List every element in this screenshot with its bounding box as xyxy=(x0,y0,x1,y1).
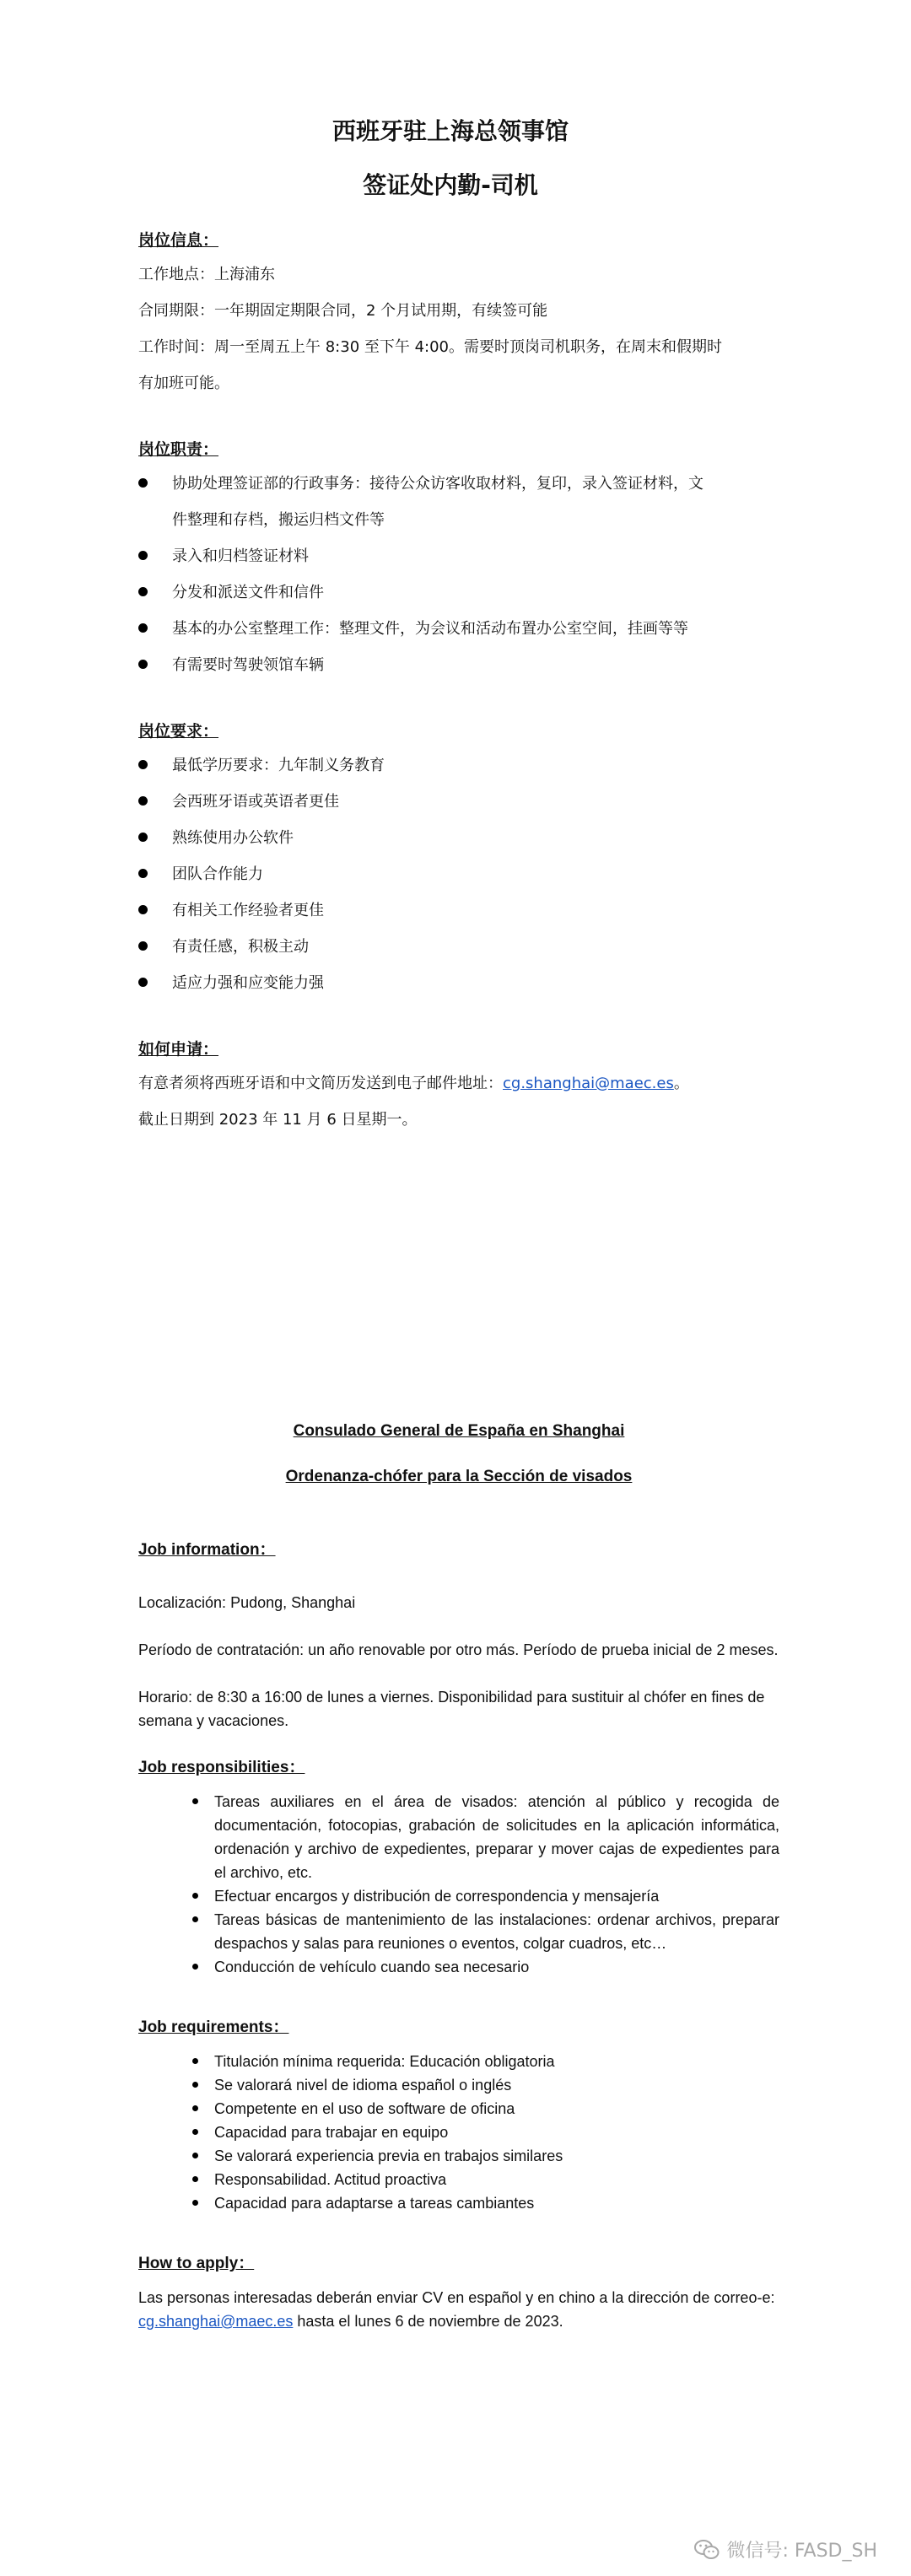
list-item: 团队合作能力 xyxy=(138,856,779,892)
watermark-text: 微信号: FASD_SH xyxy=(726,2541,877,2562)
list-item: Se valorará experiencia previa en trabajos similares xyxy=(192,2144,779,2168)
cn-requirements-heading: 岗位要求： xyxy=(138,722,219,741)
cn-apply-text xyxy=(138,1065,779,1102)
es-requirements-heading: Job requirements： xyxy=(138,2018,289,2036)
cn-job-info-heading: 岗位信息： xyxy=(138,231,219,250)
cn-duties-heading: 岗位职责： xyxy=(138,440,219,459)
cn-contract: 合同期限：一年期固定期限合同，2 个月试用期，有续签可能 xyxy=(138,302,548,320)
list-item: Responsabilidad. Actitud proactiva xyxy=(192,2168,779,2191)
es-location: Localización: Pudong, Shanghai xyxy=(138,1594,356,1611)
list-item: 录入和归档签证材料 xyxy=(138,538,779,574)
list-item: Se valorará nivel de idioma español o inglés xyxy=(192,2073,779,2097)
cn-title-position: 签证处内勤-司机 xyxy=(363,171,538,199)
email-link[interactable]: cg.shanghai@maec.es xyxy=(138,2313,294,2330)
cn-deadline: 截止日期到 2023 年 11 月 6 日星期一。 xyxy=(138,1111,418,1129)
es-apply-text-before: Las personas interesadas deberán enviar CV en español y en chino a la dirección de correo-e: xyxy=(138,2289,775,2306)
watermark xyxy=(694,2536,877,2563)
list-item: 适应力强和应变能力强 xyxy=(138,965,779,1001)
list-item: 有相关工作经验者更佳 xyxy=(138,892,779,929)
es-apply-heading: How to apply： xyxy=(138,2255,255,2272)
es-contract: Período de contratación: un año renovable por otro más. Período de prueba inicial de 2 meses. xyxy=(138,1641,779,1658)
cn-hours-line1: 工作时间：周一至周五上午 8:30 至下午 4:00。需要时顶岗司机职务，在周末和假期时 xyxy=(138,338,723,356)
es-title-position: Ordenanza-chófer para la Sección de visados xyxy=(285,1468,633,1485)
cn-requirements-list xyxy=(138,747,779,1001)
list-item: 分发和派送文件和信件 xyxy=(138,574,779,611)
email-link[interactable]: cg.shanghai@maec.es xyxy=(503,1075,674,1092)
es-apply-text-after: hasta el lunes 6 de noviembre de 2023. xyxy=(293,2313,563,2330)
spanish-section xyxy=(138,1419,779,2333)
cn-location: 工作地点：上海浦东 xyxy=(138,266,275,283)
list-item-line: 件整理和存档，搬运归档文件等 xyxy=(172,511,385,529)
cn-apply-heading: 如何申请： xyxy=(138,1040,219,1059)
cn-hours-line2: 有加班可能。 xyxy=(138,375,229,392)
list-item: Capacidad para adaptarse a tareas cambiantes xyxy=(192,2191,779,2215)
cn-apply-text-before: 有意者须将西班牙语和中文简历发送到电子邮件地址： xyxy=(138,1075,503,1092)
es-apply-text xyxy=(138,2286,779,2333)
es-hours: Horario: de 8:30 a 16:00 de lunes a viernes. Disponibilidad para sustituir al chófer en fines de semana y vacaciones. xyxy=(138,1689,765,1729)
es-requirements-list xyxy=(138,2050,779,2215)
list-item: 有责任感，积极主动 xyxy=(138,929,779,965)
wechat-icon xyxy=(694,2539,720,2561)
es-responsibilities-heading: Job responsibilities： xyxy=(138,1759,305,1776)
list-item: Efectuar encargos y distribución de correspondencia y mensajería xyxy=(192,1884,779,1908)
chinese-section xyxy=(138,108,779,1138)
list-item: 有需要时驾驶领馆车辆 xyxy=(138,647,779,683)
list-item: Titulación mínima requerida: Educación obligatoria xyxy=(192,2050,779,2073)
list-item: Conducción de vehículo cuando sea necesario xyxy=(192,1955,779,1979)
cn-duties-list xyxy=(138,466,779,683)
list-item: 会西班牙语或英语者更佳 xyxy=(138,784,779,820)
es-job-info-heading: Job information： xyxy=(138,1541,276,1559)
list-item-line: 协助处理签证部的行政事务：接待公众访客收取材料，复印，录入签证材料，文 xyxy=(172,475,703,493)
list-item: 基本的办公室整理工作：整理文件，为会议和活动布置办公室空间，挂画等等 xyxy=(138,611,779,647)
list-item: 最低学历要求：九年制义务教育 xyxy=(138,747,779,784)
list-item: 熟练使用办公软件 xyxy=(138,820,779,856)
list-item xyxy=(138,466,779,538)
list-item: Capacidad para trabajar en equipo xyxy=(192,2121,779,2144)
cn-apply-text-after: 。 xyxy=(673,1075,689,1092)
es-responsibilities-list xyxy=(138,1790,779,1979)
list-item: Tareas básicas de mantenimiento de las instalaciones: ordenar archivos, preparar despachos y salas para reuniones o eventos, colgar cuadros, etc… xyxy=(192,1908,779,1955)
list-item: Tareas auxiliares en el área de visados: atención al público y recogida de documentación, fotocopias, grabación de solicitudes en la aplicación informática, ordenación y archivo de expedientes, preparar y mover cajas de expedientes para el archivo, etc. xyxy=(192,1790,779,1884)
cn-title-consulate: 西班牙驻上海总领事馆 xyxy=(332,117,569,145)
list-item: Competente en el uso de software de oficina xyxy=(192,2097,779,2121)
es-title-consulate: Consulado General de España en Shanghai xyxy=(293,1422,625,1440)
